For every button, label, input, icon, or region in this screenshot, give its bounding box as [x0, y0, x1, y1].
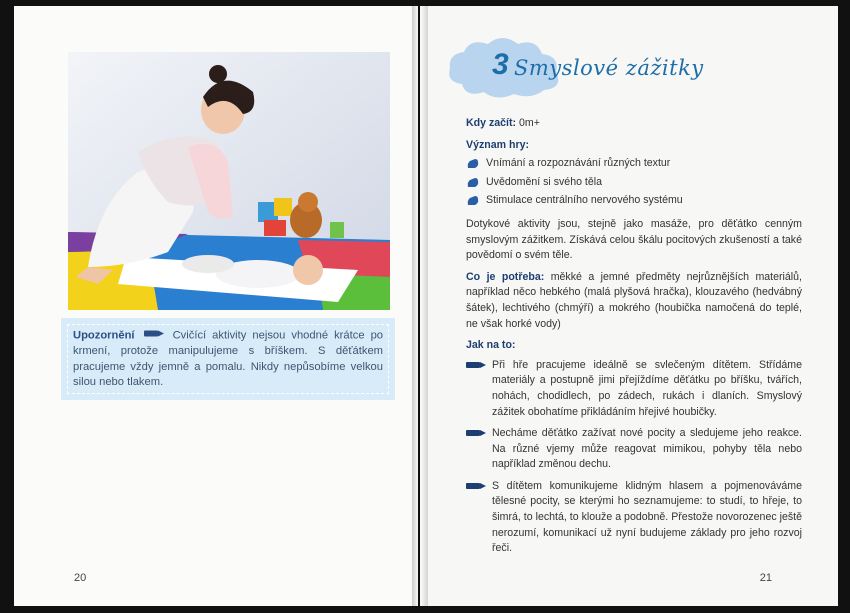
how-label: Jak na to:: [466, 339, 516, 352]
how-heading: [466, 338, 802, 354]
note-text: [73, 328, 383, 391]
left-page: [14, 6, 418, 606]
chapter-content: [466, 116, 802, 557]
photo-mother-and-baby: [68, 52, 390, 310]
right-page: [420, 6, 838, 606]
how-item: [466, 479, 802, 557]
chapter-heading: [444, 34, 704, 104]
warning-note: [61, 318, 395, 400]
meaning-item: [466, 156, 802, 172]
how-item: [466, 358, 802, 420]
pencil-icon: [466, 360, 486, 372]
needs-text: měkké a jemné předměty nejrůznějších materiálů, například něco hebkého (malá plyšová hračka), klouzavého (hedvábný šátek), lechtivého (chmýří) a mokrého (houbička namočená do teplé, ne však horké vody): [466, 270, 802, 330]
meaning-item-text: Stimulace centrálního nervového systému: [486, 194, 683, 207]
page-number-right: 21: [759, 572, 772, 584]
meaning-item: [466, 193, 802, 209]
pencil-icon: [466, 428, 486, 440]
needs-label: Co je potřeba:: [466, 270, 545, 283]
meaning-label: Význam hry:: [466, 138, 529, 151]
chapter-title: Smyslové zážitky: [514, 56, 704, 80]
meaning-item: [466, 175, 802, 191]
meaning-heading: [466, 138, 802, 154]
needs-paragraph: [466, 270, 802, 332]
chapter-number: 3: [492, 48, 509, 81]
meaning-item-text: Vnímání a rozpoznávání různých textur: [486, 157, 671, 170]
pencil-icon: [466, 481, 486, 493]
how-item-text: S dítětem komunikujeme klidným hlasem a pojmenováváme tělesné pocity, se kterými ho seznamujeme: to studí, to hřeje, to šimrá, to lechtá, to klouže a podobně. Přestože novorozenec ještě nerozumí, komunikací už nyní budujeme základy pro jeho rozvoj řeči.: [492, 479, 802, 555]
how-item: [466, 426, 802, 473]
intro-paragraph: Dotykové aktivity jsou, stejně jako masáže, pro děťátko cenným smyslovým zážitkem. Získává celou škálu pocitových zkušeností a také povědomí o svém těle.: [466, 217, 802, 262]
hand-icon: [466, 195, 480, 207]
pencil-icon: [144, 328, 164, 344]
hand-icon: [466, 158, 480, 170]
photo-illustration: [68, 52, 390, 310]
page-number-left: 20: [74, 572, 87, 584]
how-item-text: Necháme děťátko zažívat nové pocity a sledujeme jeho reakce. Na různé vjemy může reagovat mimikou, pohyby těla nebo například změnou dechu.: [492, 427, 802, 471]
note-title: Upozornění: [73, 329, 135, 342]
start-age-line: [466, 116, 802, 132]
note-body: Cvičící aktivity nejsou vhodné krátce po krmení, protože manipulujeme s bříškem. S děťátkem pracujeme vždy jemně a pomalu. Nikdy nepůsobíme velkou silou nebo tlakem.: [73, 329, 384, 389]
start-age-label: Kdy začít:: [466, 117, 517, 129]
meaning-item-text: Uvědomění si svého těla: [486, 175, 603, 188]
how-item-text: Při hře pracujeme ideálně se svlečeným dítětem. Střídáme materiály a postupně jimi přejíždíme děťátku po bříšku, tvářích, nohách, chodidlech, po zádech, rukách i dlaních. Smyslový zážitek obohatíme přikládáním hřejivé houbičky.: [492, 358, 802, 418]
hand-icon: [466, 177, 480, 189]
start-age-value: 0m+: [519, 117, 540, 129]
